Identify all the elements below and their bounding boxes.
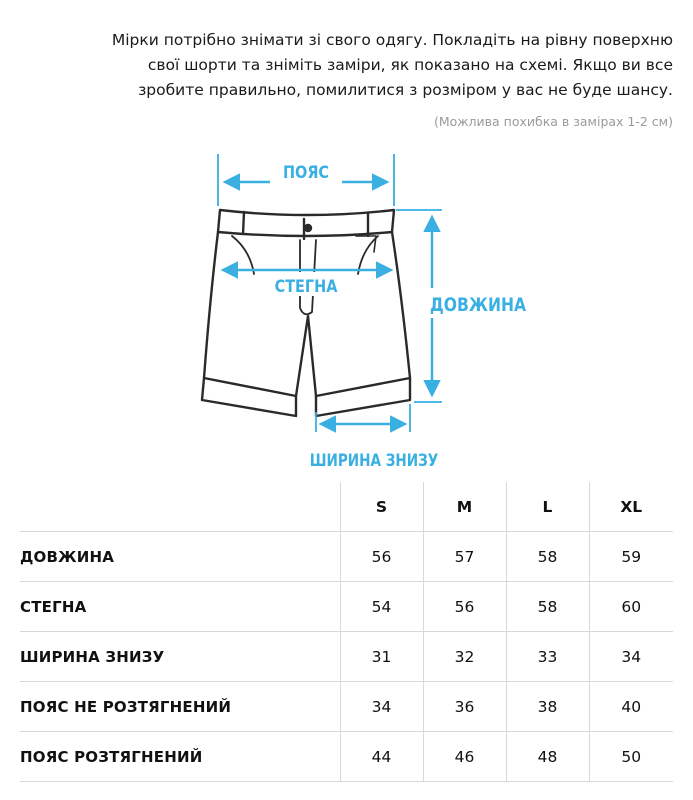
table-cell: 57 [423,532,506,582]
size-header-m: M [423,482,506,532]
table-cell: 44 [340,732,423,782]
table-row [20,732,673,782]
table-row [20,582,673,632]
size-header-xl: XL [589,482,673,532]
table-cell: 58 [506,532,589,582]
bottom-width-label: ШИРИНА ЗНИЗУ [309,450,439,471]
table-cell: 38 [506,682,589,732]
intro-line-2: свої шорти та зніміть заміри, як показано на схемі. Якщо ви все [147,56,673,74]
intro-line-1: Мірки потрібно знімати зі свого одягу. Покладіть на рівну поверхню [111,31,673,49]
waist-measure [218,154,394,206]
waist-label: ПОЯС [282,161,330,183]
table-cell: 34 [589,632,673,682]
row-label: ШИРИНА ЗНИЗУ [20,632,340,682]
table-cell: 48 [506,732,589,782]
table-row [20,632,673,682]
table-cell: 31 [340,632,423,682]
size-header-s: S [340,482,423,532]
table-cell: 54 [340,582,423,632]
left-cuff [202,378,296,416]
table-cell: 56 [423,582,506,632]
table-cell: 34 [340,682,423,732]
row-label: ДОВЖИНА [20,532,340,582]
hips-label: СТЕГНА [274,275,338,297]
right-cuff [316,378,410,416]
table-cell: 59 [589,532,673,582]
table-cell: 40 [589,682,673,732]
row-label: ПОЯС НЕ РОЗТЯГНЕНИЙ [20,682,340,732]
table-cell: 46 [423,732,506,782]
shorts-illustration [202,210,410,416]
row-label: СТЕГНА [20,582,340,632]
size-table [20,482,673,782]
hips-measure [224,270,390,296]
intro-line-3: зробите правильно, помилитися з розміром у вас не буде шансу. [138,81,673,99]
table-row [20,682,673,732]
error-margin-note: (Можлива похибка в замірах 1-2 см) [433,114,673,129]
length-measure [396,210,527,402]
table-cell: 58 [506,582,589,632]
button-icon [305,225,311,231]
length-label: ДОВЖИНА [429,294,527,317]
table-cell: 36 [423,682,506,732]
size-header-row [20,482,673,532]
size-header-l: L [506,482,589,532]
table-cell: 56 [340,532,423,582]
table-cell: 50 [589,732,673,782]
shorts-measurement-diagram [196,148,536,478]
table-cell: 33 [506,632,589,682]
table-cell: 32 [423,632,506,682]
corner-cell [20,482,340,532]
intro-text [33,28,673,103]
table-cell: 60 [589,582,673,632]
row-label: ПОЯС РОЗТЯГНЕНИЙ [20,732,340,782]
table-row [20,532,673,582]
